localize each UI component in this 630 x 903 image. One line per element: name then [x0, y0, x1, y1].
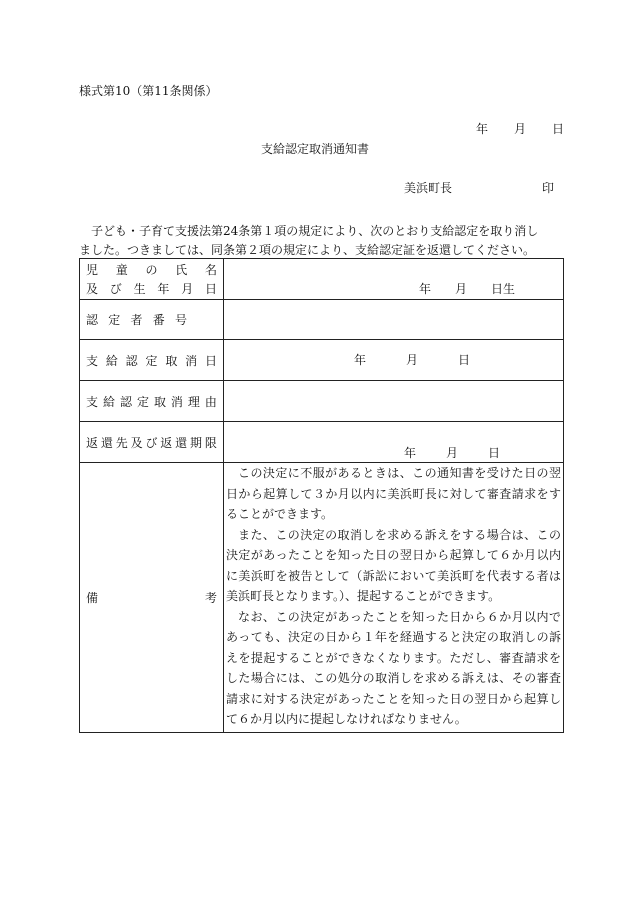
issuer-name: 美浜町長: [404, 181, 453, 195]
label-remarks: 備 考: [80, 463, 224, 733]
document-title: 支給認定取消通知書: [260, 142, 369, 156]
label-line-1: 児 童 の 氏 名: [86, 263, 217, 277]
date-year-label: 年: [475, 122, 488, 136]
label-cert-number: 認 定 者 番 号: [80, 300, 224, 340]
label-return-deadline: 返 還 先 及 び 返 還 期 限: [80, 422, 224, 463]
label-line-2: 及 び 生 年 月 日: [86, 282, 217, 296]
return-deadline-date: 年 月 日: [404, 446, 501, 460]
remarks-paragraph-3: なお、この決定があったことを知った日から６か月以内であっても、決定の日から１年を経過すると決定の取消しの訴えを提起することができなくなります。ただし、審査請求をした場合には、この処分の取消しを求める訴えは、その審査請求に対する決定があったことを知った日の翌日から起算して６か月以内に提起しなければなりません。: [226, 609, 561, 726]
intro-line-2: ました。つきましては、同条第２項の規定により、支給認定証を返還してください。: [79, 243, 536, 257]
label-revoke-reason: 支 給 認 定 取 消 理 由: [80, 381, 224, 422]
date-day-label: 日: [551, 122, 564, 136]
table-row-remarks: [80, 463, 564, 733]
label-child-name-birth: [80, 259, 224, 300]
notice-table: [79, 258, 564, 733]
value-cert-number: [224, 300, 564, 340]
remarks-paragraph-2: また、この決定の取消しを求める訴えをする場合は、この決定があったことを知った日の翌日から起算して６か月以内に美浜町を被告として（訴訟において美浜町を代表する者は美浜町長となります。）、提起することができます。: [226, 527, 561, 603]
birth-date: 年 月 日生: [419, 282, 516, 296]
remarks-text: [224, 463, 564, 733]
table-row-cert-number: [80, 300, 564, 340]
table-row-return: [80, 422, 564, 463]
table-row-revoke-date: [80, 340, 564, 381]
remarks-paragraph-1: この決定に不服があるときは、この通知書を受けた日の翌日から起算して３か月以内に美浜町長に対して審査請求をすることができます。: [226, 466, 561, 521]
form-number: 様式第10（第11条関係）: [79, 84, 218, 98]
issuer: [404, 181, 555, 195]
value-revoke-reason: [224, 381, 564, 422]
value-child-name-birth: [224, 259, 564, 300]
table-row-revoke-reason: [80, 381, 564, 422]
intro-paragraph: [79, 222, 565, 260]
label-revoke-date: 支 給 認 定 取 消 日: [80, 340, 224, 381]
revoke-date: 年 月 日: [354, 353, 471, 367]
value-return-deadline: [224, 422, 564, 463]
seal-mark: 印: [542, 181, 555, 195]
value-revoke-date: [224, 340, 564, 381]
intro-line-1: 子ども・子育て支援法第24条第１項の規定により、次のとおり支給認定を取り消し: [91, 224, 539, 238]
table-row-child-name: [80, 259, 564, 300]
issue-date: [476, 123, 564, 135]
date-month-label: 月: [513, 122, 526, 136]
